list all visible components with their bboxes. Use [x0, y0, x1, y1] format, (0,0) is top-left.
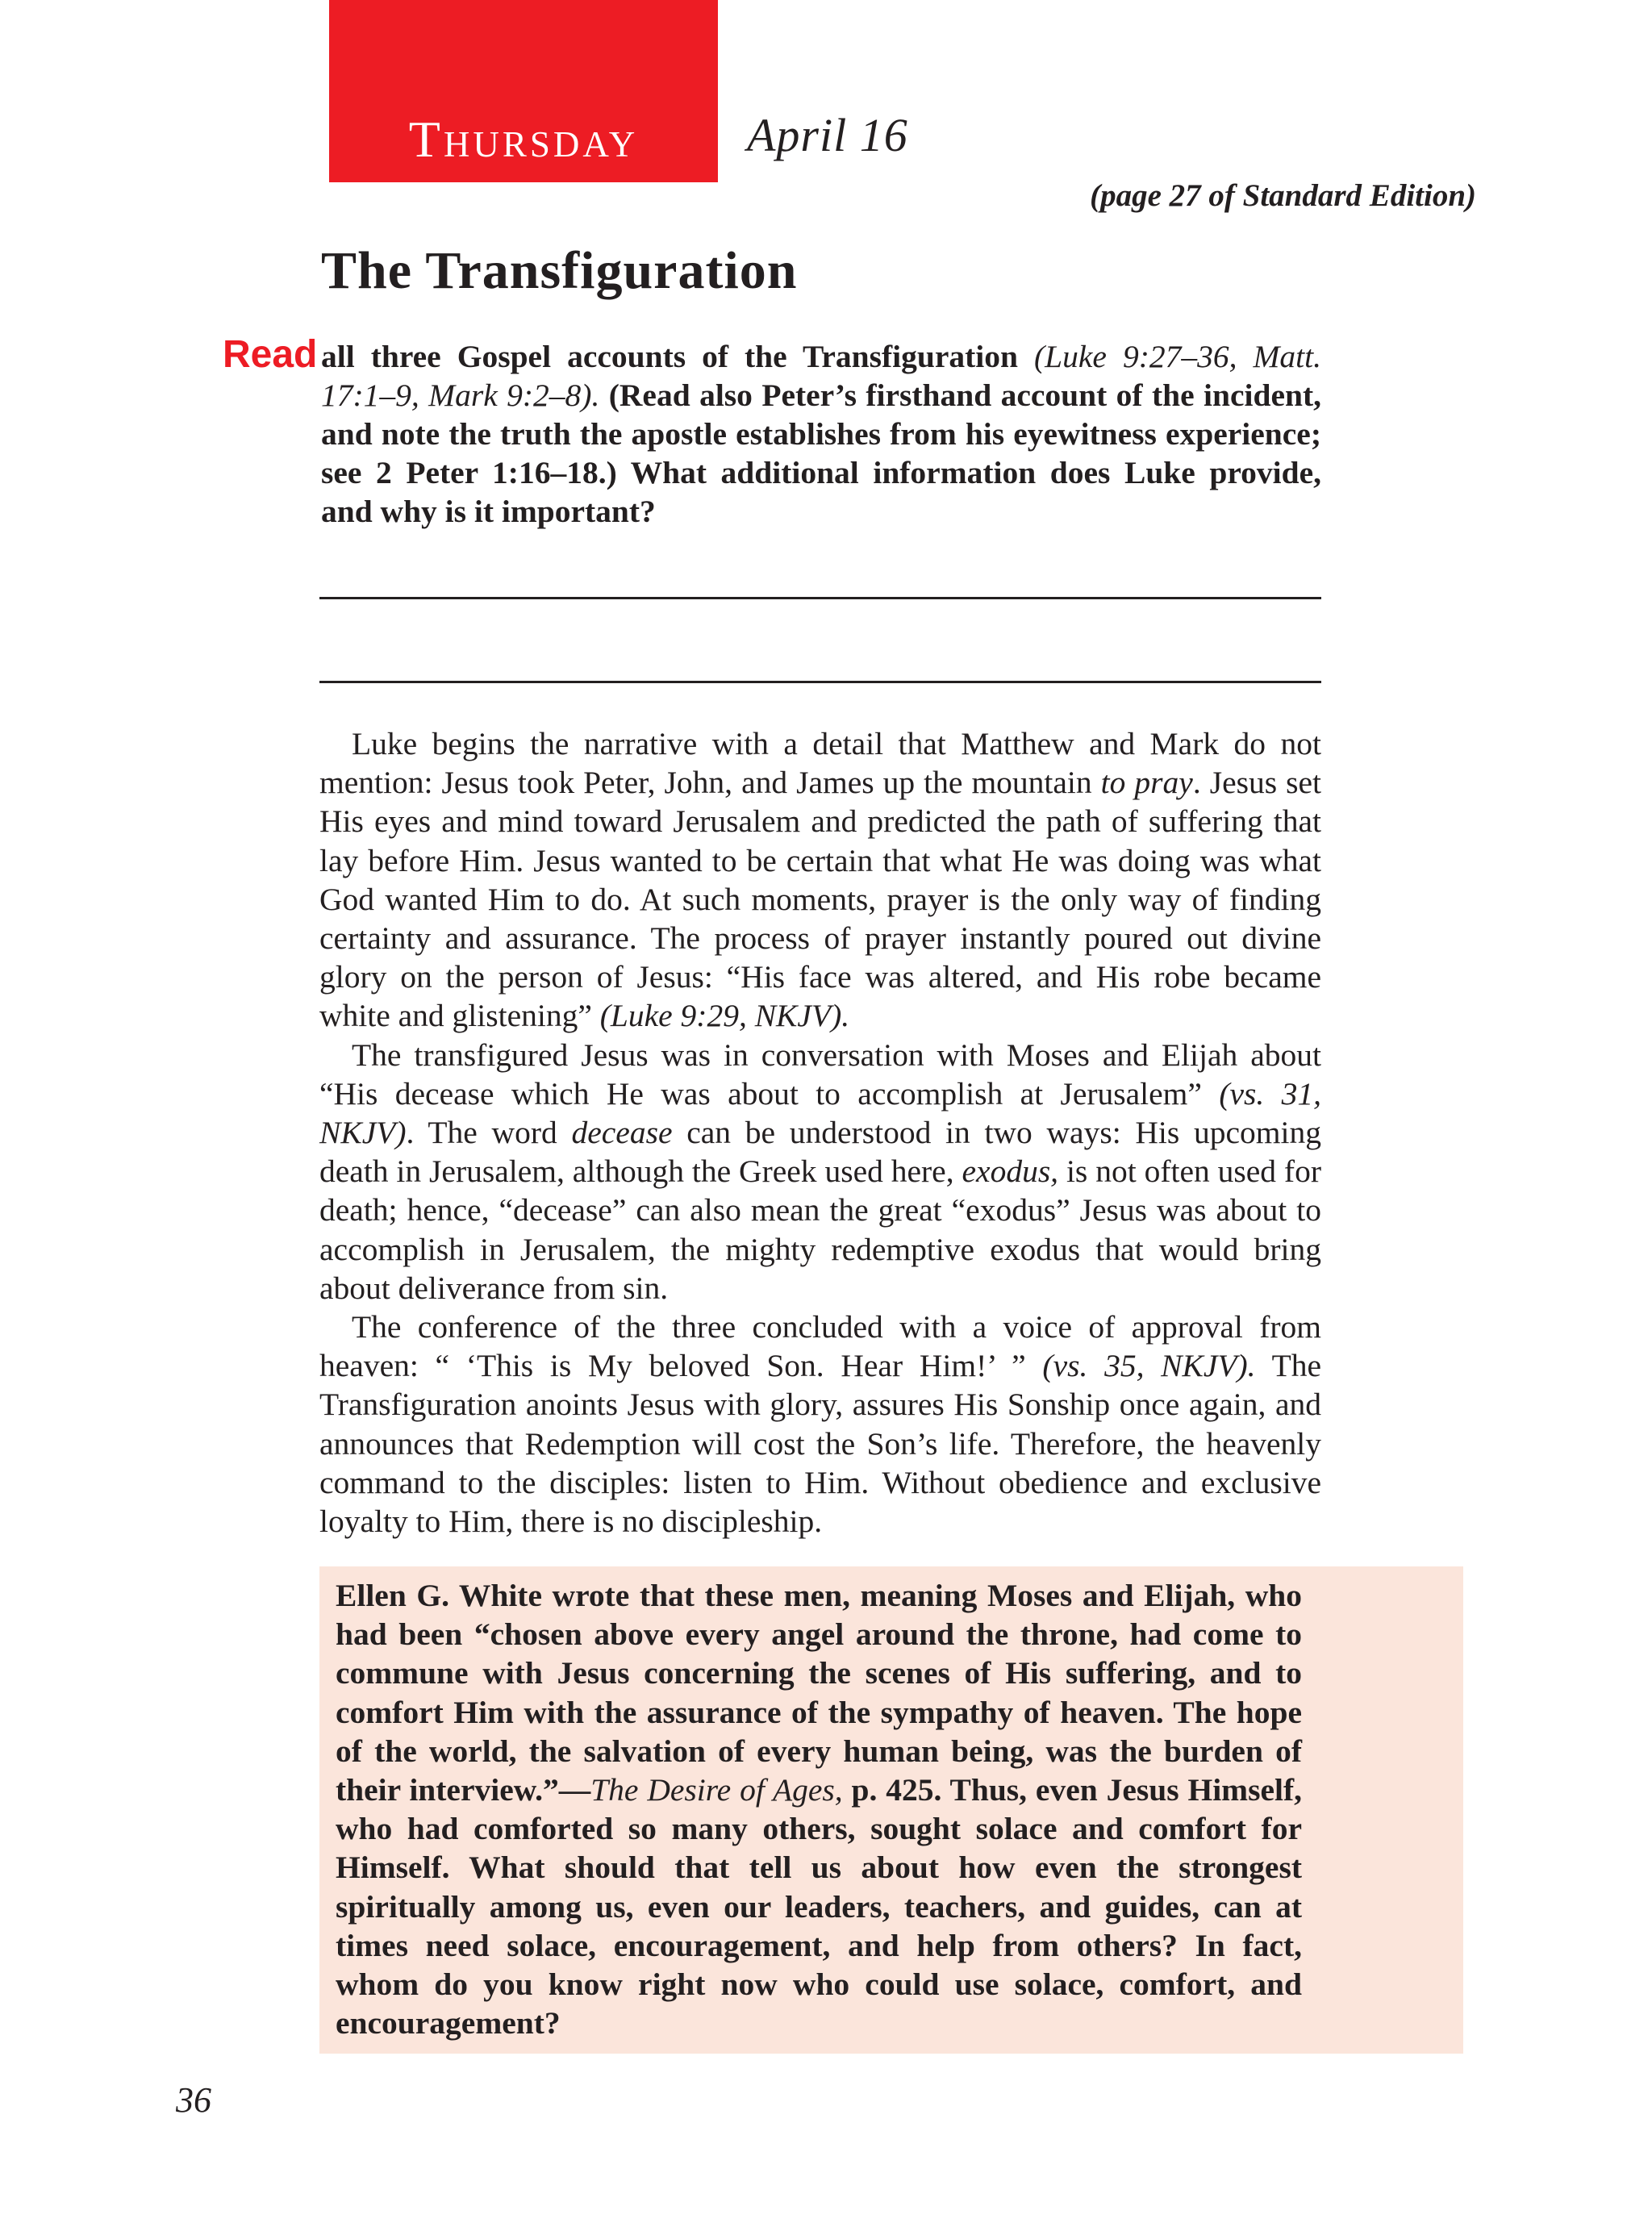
discussion-text-a: Ellen G. White wrote that these men, meaning Moses and Elijah, who had been “chosen above every angel around the throne, had come to commune with Jesus concerning the scenes of His suffering, and to comfort Him with the assurance of the sympathy of heaven. The hope of the world, the salvation of every human being, was the burden of their interview.”—: [336, 1578, 1302, 1808]
body-p1-citation: (Luke 9:29, NKJV).: [599, 998, 850, 1034]
body-p3-citation: (vs. 35, NKJV).: [1042, 1348, 1256, 1384]
page-reference: (page 27 of Standard Edition): [1090, 178, 1476, 213]
answer-line-1[interactable]: [319, 597, 1321, 599]
discussion-citation: The Desire of Ages,: [590, 1772, 843, 1808]
body-p1-text-b: . Jesus set His eyes and mind toward Jerusalem and predicted the path of suffering that lay before Him. Jesus wanted to be certain that what He was doing was what God wanted Him to do. At such moments, prayer is the only way of finding certainty and assurance. The process of prayer instantly poured out divine glory on the person of Jesus: “His face was altered, and His robe became white and glistening”: [319, 765, 1322, 1034]
body-text: [319, 724, 1321, 1541]
page-title: The Transfiguration: [321, 241, 798, 300]
body-p3-text-a: The conference of the three concluded with a voice of approval from heaven: “ ‘This is My beloved Son. Hear Him!’ ”: [319, 1309, 1321, 1384]
discussion-box: [319, 1566, 1463, 2054]
body-p2-text-c: can be understood in two ways: His upcoming death in Jerusalem, although the Greek used here,: [319, 1115, 1321, 1190]
body-p2-emphasis-2: exodus,: [962, 1153, 1059, 1190]
day-label: Thursday: [408, 111, 639, 168]
read-text-2: (Read also Peter’s firsthand account of the incident, and note the truth the apostle establishes from his eyewitness experience; see 2 Peter 1:16–18.) What additional information does Luke provide, and why is it important?: [321, 377, 1321, 529]
body-paragraph-3: [319, 1308, 1321, 1541]
day-banner: [329, 0, 718, 182]
body-paragraph-2: [319, 1036, 1321, 1308]
body-paragraph-1: [319, 724, 1321, 1036]
discussion-text-b: p. 425. Thus, even Jesus Himself, who had comforted so many others, sought solace and comfort for Himself. What should that tell us about how even the strongest spiritually among us, even our leaders, teachers, and guides, can at times need solace, encouragement, and help from others? In fact, whom do you know right now who could use solace, comfort, and encouragement?: [336, 1772, 1302, 2042]
read-label: Read: [223, 333, 318, 376]
discussion-text: [336, 1576, 1302, 2042]
body-p2-emphasis-1: decease: [571, 1115, 673, 1151]
body-p2-text-b: . The word: [406, 1115, 572, 1151]
read-citation: (Luke 9:27–36, Matt. 17:1–9, Mark 9:2–8).: [321, 339, 1321, 413]
body-p2-text-a: The transfigured Jesus was in conversation with Moses and Elijah about “His decease which He was about to accomplish at Jerusalem”: [319, 1036, 1321, 1112]
body-p1-text-a: Luke begins the narrative with a detail that Matthew and Mark do not mention: Jesus took Peter, John, and James up the mountain: [319, 726, 1321, 801]
read-question: [223, 333, 1321, 531]
body-p2-text-d: is not often used for death; hence, “decease” can also mean the great “exodus” Jesus was about to accomplish in Jerusalem, the mighty redemptive exodus that would bring about deliverance from sin.: [319, 1153, 1321, 1306]
body-p1-emphasis: to pray: [1100, 765, 1193, 801]
page-number: 36: [176, 2080, 211, 2120]
body-p3-text-b: The Transfiguration anoints Jesus with glory, assures His Sonship once again, and announces that Redemption will cost the Son’s life. Therefore, the heavenly command to the disciples: listen to Him. Without obedience and exclusive loyalty to Him, there is no discipleship.: [319, 1348, 1321, 1540]
body-p2-citation: (vs. 31, NKJV): [319, 1075, 1321, 1151]
lesson-date: April 16: [747, 109, 908, 161]
answer-line-2[interactable]: [319, 681, 1321, 683]
read-text-1: all three Gospel accounts of the Transfiguration: [321, 339, 1018, 374]
